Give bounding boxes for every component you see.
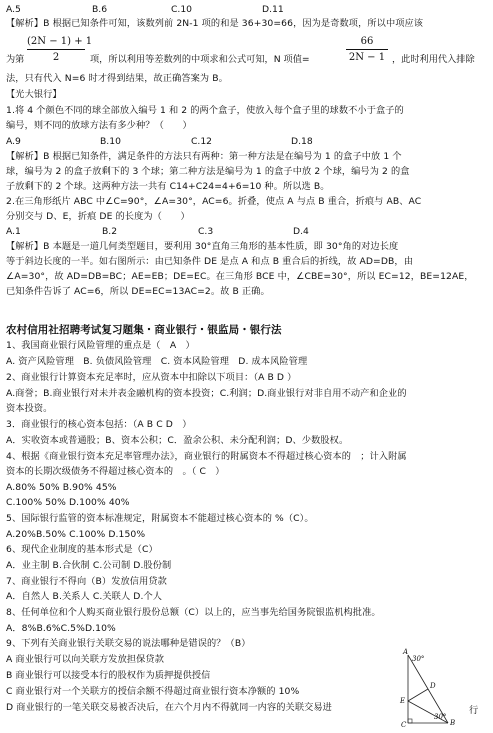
analysis-text: 为第 (6, 54, 25, 65)
analysis-line: 子放剩下的 2 个球。这两种方法一共有 C14+C24=4+6=10 种。所以选 B。 (6, 181, 330, 192)
option-a: A.1 (6, 226, 21, 237)
analysis-line: 【解析】B 本题是一道几何类型题目，要利用 30°直角三角形的基本性质，即 30°角的对边长度 (6, 241, 399, 252)
analysis-text: ，此时利用代入排除 (392, 54, 475, 65)
fraction-bar (346, 49, 388, 50)
vertex-label-e: E (400, 697, 406, 705)
options-line: A．8%B.6%C.5%D.10% (6, 623, 116, 634)
options-line: A．业主制 B.合伙制 C.公司制 D.股份制 (6, 560, 172, 571)
question-line: 4、根据《商业银行资本充足率管理办法》，商业银行的附属资本不得超过核心资本的 ；计入附属 (6, 451, 407, 462)
question-line: 5、国际银行监管的资本标准规定，附属资本不能超过核心资本的 %（C）。 (6, 513, 314, 524)
options-line: B 商业银行可以接受本行的股权作为质押提供授信 (6, 670, 211, 681)
vertex-label-d: D (430, 682, 436, 690)
options-line: A．实收资本或普通股；B、资本公积；C．盈余公积、未分配利润；D、少数股权。 (6, 435, 349, 446)
question-line: 1.将 4 个颜色不同的球全部放入编号 1 和 2 的两个盒子，使放入每个盒子里的球数不小于盒子的 (6, 105, 404, 116)
triangle-figure (392, 649, 464, 729)
analysis-line: 等于斜边长度的一半。如右图所示：由已知条件 DE 是点 A 和点 B 重合后的折线，故 AD=DB，由 (6, 256, 414, 267)
question-line: 分别交与 D、E，折痕 DE 的长度为（ ） (6, 211, 190, 222)
options-line: A 商业银行可以向关联方发放担保贷款 (6, 654, 165, 665)
fraction-right-numerator: 66 (360, 36, 374, 47)
options-line-tail: 行 (469, 705, 479, 716)
vertex-label-c: C (401, 721, 407, 729)
question-line: 3．商业银行的核心资本包括：（A B C D ） (6, 419, 192, 430)
question-line: 8、任何单位和个人购买商业银行股份总额（C）以上的，应当事先给国务院银监机构批准。 (6, 607, 381, 618)
fraction-right (346, 36, 388, 63)
analysis-line: 已知条件告诉了 AC=6，所以 DE=EC=13AC=2。故 B 正确。 (6, 286, 270, 297)
analysis-line: 【解析】B 根据已知条件，满足条件的方法只有两种：第一种方法是在编号为 1 的盒子中放 1 个 (6, 151, 402, 162)
question-line: 编号，则不同的放球方法有多少种？（ ） (6, 120, 192, 131)
fraction-bar (27, 49, 85, 50)
vertex-label-b: B (450, 719, 456, 727)
option-b: B.2 (102, 226, 118, 237)
question-line: 7、商业银行不得向（B）发放信用贷款 (6, 576, 167, 587)
options-line: C 商业银行对一个关联方的授信余额不得超过商业银行资本净额的 10% (6, 686, 300, 697)
options-line: A．自然人 B.关系人 C.关联人 D.个人 (6, 591, 163, 602)
option-c: C.12 (191, 136, 213, 147)
option-b: B.10 (100, 136, 121, 147)
question-line: 9、下列有关商业银行关联交易的说法哪种是错误的？（B） (6, 638, 251, 649)
options-line: A. 资产风险管理 B. 负债风险管理 C. 资本风险管理 D. 成本风险管理 (6, 356, 308, 367)
options-line: A.商誉；B.商业银行对未并表金融机构的资本投资；C.利润；D.商业银行对非自用不动产和企业的 (6, 388, 407, 399)
option-d: D.11 (262, 4, 284, 15)
options-line: C.100% 50% D.100% 40% (6, 497, 130, 508)
options-line: D 商业银行的一笔关联交易被否决后，在六个月内不得就同一内容的关联交易进 (6, 702, 332, 713)
analysis-line: 法，只有代入 N=6 时才得到结果，故正确答案为 B。 (6, 73, 228, 84)
option-a: A.5 (6, 4, 21, 15)
option-b: B.6 (92, 4, 108, 15)
options-line: A.80% 50% B.90% 45% (6, 482, 117, 493)
angle-label-b: 30° (434, 713, 447, 721)
question-line: 1、我国商业银行风险管理的重点是（ A ） (6, 340, 195, 351)
option-c: C.10 (171, 4, 193, 15)
fraction-left-denominator: 2 (52, 52, 60, 63)
fraction-left (27, 36, 93, 63)
option-d: D.4 (293, 226, 309, 237)
angle-label-a: 30° (412, 655, 425, 663)
option-d: D.18 (291, 136, 313, 147)
bank-heading: 【光大银行】 (6, 89, 62, 100)
analysis-line: 球，编号为 2 的盒子放剩下的 3 个球；第二种方法是编号为 1 的盒子中放 2 个球，编号为 2 的盒 (6, 166, 410, 177)
fraction-right-denominator: 2N − 1 (348, 52, 386, 63)
question-line: 资本的长期次级债务不得超过核心资本的 。（ C ） (6, 466, 225, 477)
fraction-left-numerator: (2N − 1) + 1 (27, 36, 93, 47)
option-c: C.3 (198, 226, 214, 237)
triangle-diagram (392, 649, 464, 729)
option-a: A.9 (6, 136, 21, 147)
analysis-text: 项，所以利用等差数列的中项求和公式可知，N 项值= (90, 54, 310, 65)
analysis-line: ∠A=30°，故 AD=DB=BC；AE=EB；DE=EC。在三角形 BCE 中，∠CBE=30°，所以 EC=12，BE=12AE， (6, 271, 474, 282)
analysis-line: 【解析】B 根据已知条件可知，该数列前 2N-1 项的和是 36+30=66，因为是奇数项，所以中项应该 (6, 18, 424, 29)
question-line: 2、商业银行计算资本充足率时，应从资本中扣除以下项目：（A B D ） (6, 372, 297, 383)
options-line: 资本投资。 (6, 403, 53, 414)
vertex-label-a: A (403, 648, 409, 656)
question-line: 2.在三角形纸片 ABC 中∠C=90°，∠A=30°，AC=6。折叠，使点 A 与点 B 重合，折痕与 AB、AC (6, 196, 422, 207)
section-title: 农村信用社招聘考试复习题集・商业银行・银监局・银行法 (6, 324, 282, 336)
question-line: 6、现代企业制度的基本形式是（C） (6, 544, 158, 555)
options-line: A.20%B.50% C.100% D.150% (6, 529, 146, 540)
